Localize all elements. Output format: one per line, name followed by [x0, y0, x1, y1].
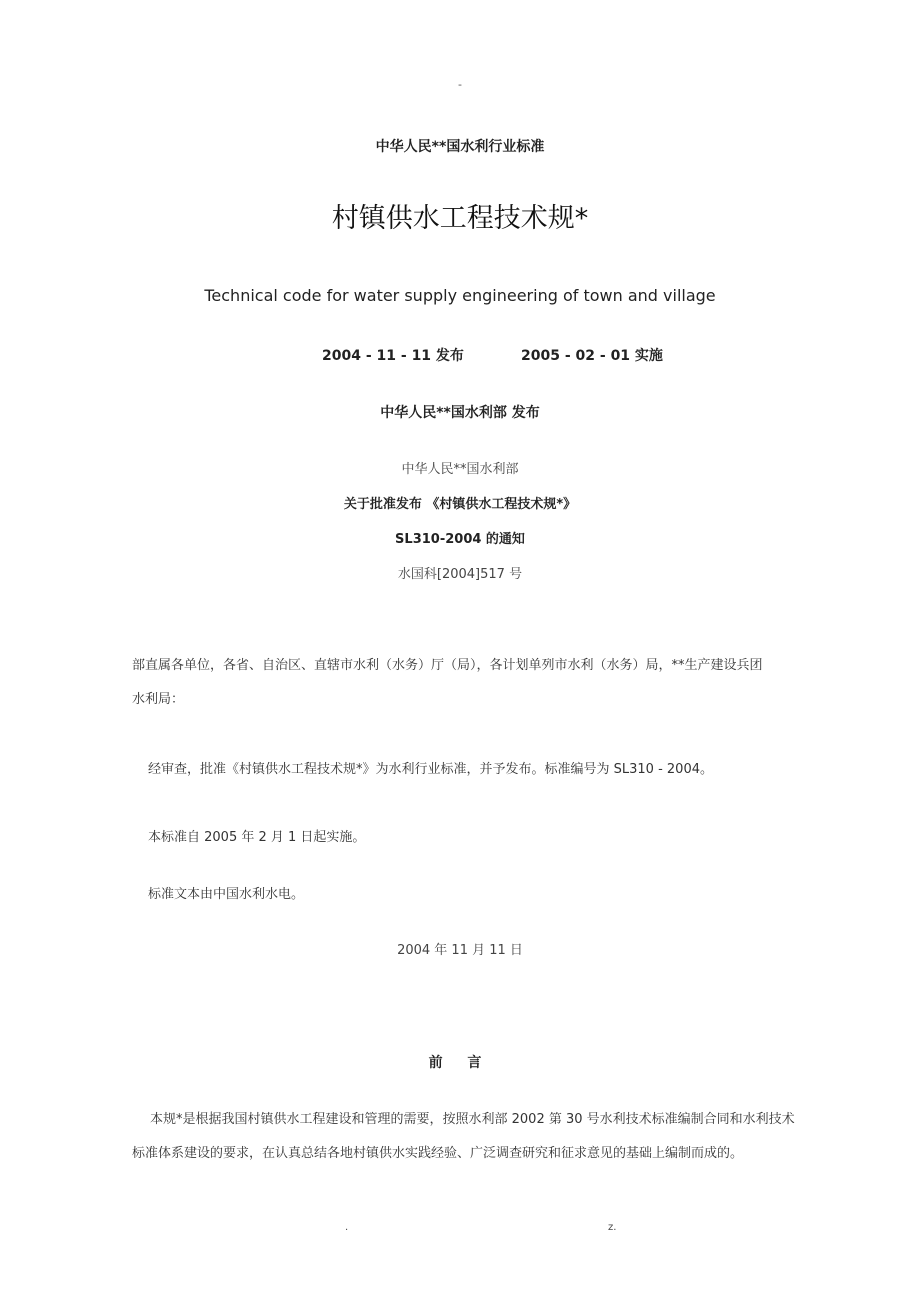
notice-title: 关于批准发布 《村镇供水工程技术规*》: [343, 497, 577, 512]
footer-right-mark: z.: [608, 1222, 617, 1233]
notice-org: 中华人民**国水利部: [401, 462, 519, 477]
preface-line-2: 标准体系建设的要求，在认真总结各地村镇供水实践经验、广泛调查研究和征求意见的基础上编制而成的。: [132, 1146, 744, 1161]
header-mark: -: [458, 78, 462, 91]
footer-left-mark: .: [345, 1222, 349, 1233]
effective-paragraph: 本标准自 2005 年 2 月 1 日起实施。: [148, 830, 366, 845]
document-title: 村镇供水工程技术规*: [331, 203, 589, 234]
issuer-line: 中华人民**国水利部 发布: [380, 405, 540, 421]
notice-code: SL310-2004 的通知: [395, 532, 525, 547]
approval-paragraph: 经审查，批准《村镇供水工程技术规*》为水利行业标准，并予发布。标准编号为 SL310 - 2004。: [148, 762, 713, 777]
preface-line-1: 本规*是根据我国村镇供水工程建设和管理的需要，按照水利部 2002 第 30 号水利技术标准编制合同和水利技术: [150, 1112, 795, 1127]
publisher-paragraph: 标准文本由中国水利水电。: [148, 887, 305, 902]
standard-category: 中华人民**国水利行业标准: [375, 139, 545, 155]
sign-date: 2004 年 11 月 11 日: [397, 943, 523, 958]
effective-date: 2005 - 02 - 01 实施: [521, 348, 663, 364]
notice-doc-number: 水国科[2004]517 号: [397, 567, 523, 582]
issue-date: 2004 - 11 - 11 发布: [322, 348, 464, 364]
preface-heading: 前 言: [428, 1055, 492, 1071]
english-title: Technical code for water supply engineering of town and village: [204, 286, 716, 305]
address-line-2: 水利局：: [132, 692, 185, 707]
address-line-1: 部直属各单位，各省、自治区、直辖市水利（水务）厅（局），各计划单列市水利（水务）局，**生产建设兵团: [132, 658, 763, 673]
